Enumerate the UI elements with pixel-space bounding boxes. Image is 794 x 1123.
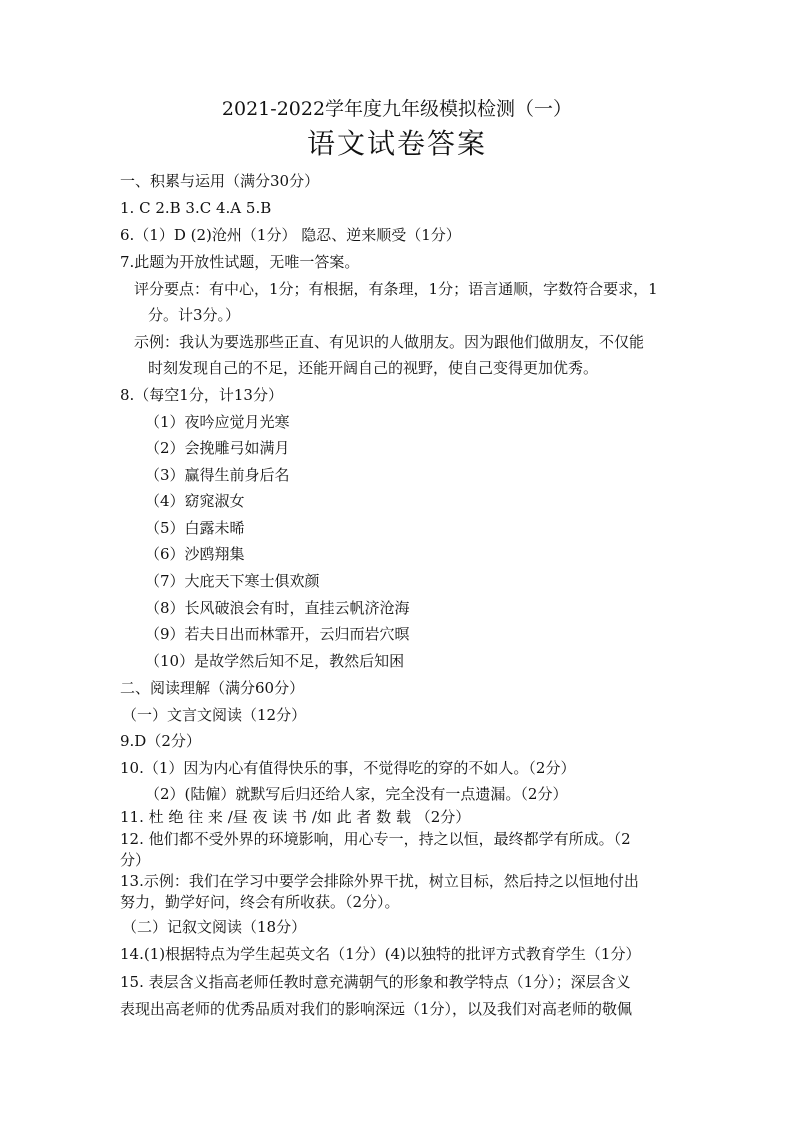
answer-line: 分） <box>120 851 151 869</box>
answer-line: 1. C 2.B 3.C 4.A 5.B <box>120 199 272 217</box>
answer-line: （2）(陆僱）就默写后归还给人家，完全没有一点遗漏。（2分） <box>145 785 568 803</box>
answer-key-title: 语文试卷答案 <box>306 127 487 160</box>
answer-line: 分。计3分。） <box>148 306 241 324</box>
answer-line: （1）夜吟应觉月光寒 <box>145 413 290 431</box>
answer-line: 表现出高老师的优秀品质对我们的影响深远（1分），以及我们对高老师的敬佩 <box>120 1000 633 1018</box>
answer-line: 11. 杜 绝 往 来 /昼 夜 读 书 /如 此 者 数 载 （2分） <box>120 808 471 826</box>
answer-line: 13.示例：我们在学习中要学会排除外界干扰，树立目标，然后持之以恒地付出 <box>120 872 639 890</box>
answer-line: 12. 他们都不受外界的环境影响，用心专一，持之以恒，最终都学有所成。（2 <box>120 830 631 848</box>
answer-line: 7.此题为开放性试题，无唯一答案。 <box>120 253 360 271</box>
answer-line: 14.(1)根据特点为学生起英文名（1分）(4)以独特的批评方式教育学生（1分） <box>120 945 641 963</box>
answer-line: （9）若夫日出而林霏开，云归而岩穴暝 <box>145 625 410 643</box>
answer-line: （2）会挽雕弓如满月 <box>145 439 290 457</box>
section-heading: 二、阅读理解（满分60分） <box>120 679 305 697</box>
answer-line: （5）白露未晞 <box>145 519 245 537</box>
answer-line: 努力，勤学好问，终会有所收获。（2分）。 <box>120 893 400 911</box>
answer-line: 时刻发现自己的不足，还能开阔自己的视野，使自己变得更加优秀。 <box>148 359 599 377</box>
subsection-heading: （二）记叙文阅读（18分） <box>122 918 307 936</box>
answer-line: 9.D（2分） <box>120 732 201 750</box>
answer-line: （6）沙鸥翔集 <box>145 545 245 563</box>
answer-line: （10）是故学然后知不足，教然后知困 <box>145 652 405 670</box>
answer-line: 10.（1）因为内心有值得快乐的事，不觉得吃的穿的不如人。（2分） <box>120 759 576 777</box>
answer-line: （7）大庇天下寒士俱欢颜 <box>145 572 320 590</box>
answer-line: 示例：我认为要选那些正直、有见识的人做朋友。因为跟他们做朋友，不仅能 <box>134 333 645 351</box>
exam-title: 2021-2022学年度九年级模拟检测（一） <box>221 98 573 120</box>
answer-line: （4）窈窕淑女 <box>145 492 245 510</box>
answer-line: （3）赢得生前身后名 <box>145 466 290 484</box>
answer-line: 8.（每空1分，计13分） <box>120 386 283 404</box>
answer-line: 评分要点：有中心，1分；有根据，有条理，1分；语言通顺，字数符合要求，1 <box>134 280 658 298</box>
answer-line: 15. 表层含义指高老师任教时意充满朝气的形象和教学特点（1分）；深层含义 <box>120 973 631 991</box>
section-heading: 一、积累与运用（满分30分） <box>120 172 320 190</box>
subsection-heading: （一）文言文阅读（12分） <box>122 706 307 724</box>
answer-line: （8）长风破浪会有时，直挂云帆济沧海 <box>145 599 410 617</box>
answer-line: 6.（1）D (2)沧州（1分） 隐忍、逆来顺受（1分） <box>120 226 461 244</box>
